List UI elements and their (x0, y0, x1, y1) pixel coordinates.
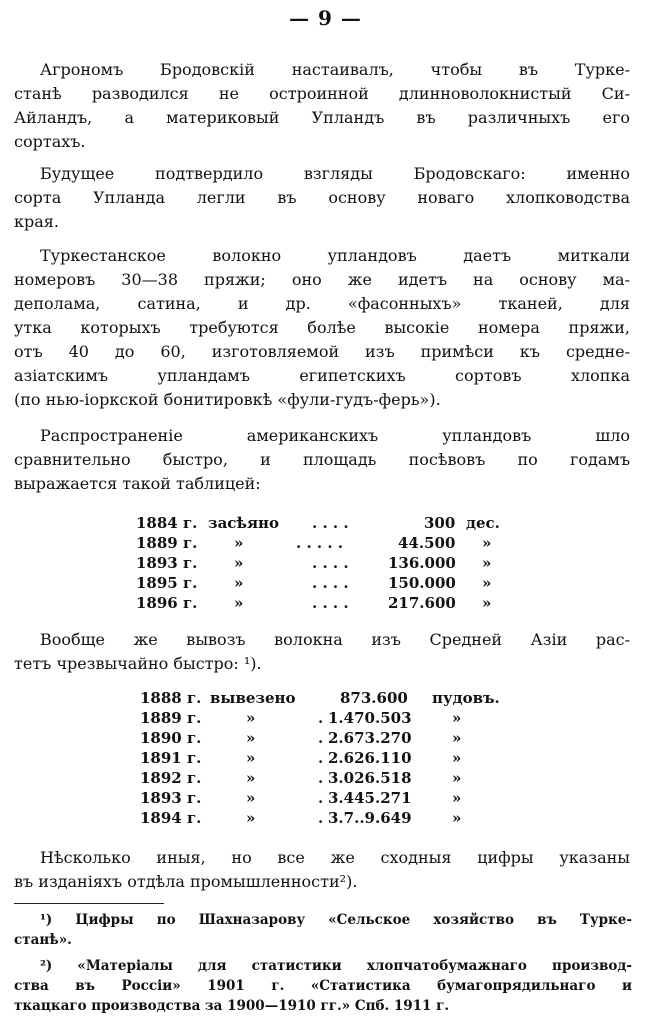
text-line: сравнительно быстро, и площадь посѣвовъ по годамъ (14, 450, 630, 469)
table-row (140, 728, 510, 748)
label-cell: » (234, 594, 244, 612)
footnote-divider (14, 903, 164, 904)
unit-cell: » (482, 574, 492, 592)
label-cell: » (246, 769, 256, 787)
table-row (140, 768, 510, 788)
page-number: — 9 — (289, 6, 362, 30)
text-line: азіатскимъ упландамъ египетскихъ сортовъ хлопка (14, 366, 630, 385)
table-row (140, 688, 510, 708)
unit-cell: » (452, 769, 462, 787)
footnote-line: станѣ». (14, 932, 72, 948)
footnote-1 (14, 910, 632, 950)
unit-cell: » (482, 594, 492, 612)
value-cell: 300 (424, 514, 456, 532)
label-cell: » (246, 729, 256, 747)
dots-cell: . (318, 789, 324, 807)
label-cell: » (234, 554, 244, 572)
table-row (136, 573, 516, 593)
text-line: номеровъ 30—38 пряжи; оно же идетъ на основу ма- (14, 270, 630, 289)
table-row (136, 553, 516, 573)
text-line: утка которыхъ требуются болѣе высокіе номера пряжи, (14, 318, 630, 337)
dots-cell: . (318, 769, 324, 787)
text-line: Айландъ, а материковый Упландъ въ различныхъ его (14, 108, 630, 127)
label-cell: » (246, 749, 256, 767)
footnote-2 (14, 956, 632, 1016)
year-cell: 1891 г. (140, 749, 202, 767)
export-table (140, 688, 510, 828)
table-row (136, 533, 516, 553)
text-line: Нѣсколько иныя, но все же сходныя цифры указаны (40, 848, 630, 867)
unit-cell: пудовъ. (432, 689, 500, 707)
table-row (140, 788, 510, 808)
dots-cell: . (318, 709, 324, 727)
footnote-line: ства въ Россіи» 1901 г. «Статистика бумагопрядильнаго и (14, 978, 632, 994)
paragraph-brodovsky (14, 58, 630, 154)
dots-cell: . . . . (312, 514, 349, 532)
paragraph-spread (14, 424, 630, 496)
year-cell: 1888 г. (140, 689, 202, 707)
year-cell: 1884 г. (136, 514, 198, 532)
year-cell: 1890 г. (140, 729, 202, 747)
dots-cell: . . . . (312, 554, 349, 572)
unit-cell: » (452, 789, 462, 807)
text-line: въ изданіяхъ отдѣла промышленности²). (14, 872, 358, 891)
text-line: Туркестанское волокно упландовъ даетъ миткали (40, 246, 630, 265)
label-cell: » (234, 574, 244, 592)
text-line: края. (14, 212, 59, 231)
table-row (140, 748, 510, 768)
unit-cell: дес. (466, 514, 500, 532)
label-cell: вывезено (210, 689, 296, 707)
text-line: станѣ разводился не остроинной длинноволокнистый Си- (14, 84, 630, 103)
text-line: Вообще же вывозъ волокна изъ Средней Азіи рас- (40, 630, 630, 649)
text-line: тетъ чрезвычайно быстро: ¹). (14, 654, 262, 673)
unit-cell: » (452, 709, 462, 727)
value-cell: 3.026.518 (328, 769, 412, 787)
unit-cell: » (482, 534, 492, 552)
text-line: сортахъ. (14, 132, 86, 151)
text-line: Агрономъ Бродовскій настаивалъ, чтобы въ Турке- (40, 60, 630, 79)
text-line: Будущее подтвердило взгляды Бродовскаго: именно (40, 164, 630, 183)
paragraph-export (14, 628, 630, 676)
year-cell: 1894 г. (140, 809, 202, 827)
dots-cell: . (318, 809, 324, 827)
paragraph-turkestan-fiber (14, 244, 630, 412)
value-cell: 217.600 (388, 594, 456, 612)
unit-cell: » (452, 749, 462, 767)
unit-cell: » (452, 729, 462, 747)
value-cell: 136.000 (388, 554, 456, 572)
year-cell: 1889 г. (136, 534, 198, 552)
text-line: деполама, сатина, и др. «фасонныхъ» тканей, для (14, 294, 630, 313)
dots-cell: . . . . (312, 594, 349, 612)
year-cell: 1893 г. (140, 789, 202, 807)
dots-cell: . (318, 749, 324, 767)
value-cell: 2.673.270 (328, 729, 412, 747)
table-row (140, 708, 510, 728)
dots-cell: . . . . . (296, 534, 343, 552)
year-cell: 1895 г. (136, 574, 198, 592)
text-line: (по нью-іоркской бонитировкѣ «фули-гудъ-ферь»). (14, 390, 441, 409)
value-cell: 150.000 (388, 574, 456, 592)
table-row (140, 808, 510, 828)
footnote-line: ¹) Цифры по Шахназарову «Сельское хозяйство въ Турке- (40, 912, 632, 928)
text-line: выражается такой таблицей: (14, 474, 261, 493)
value-cell: 44.500 (398, 534, 456, 552)
unit-cell: » (482, 554, 492, 572)
sown-area-table (136, 513, 516, 613)
footnote-line: ткацкаго производства за 1900—1910 гг.» Спб. 1911 г. (14, 998, 450, 1014)
dots-cell: . . . . (312, 574, 349, 592)
label-cell: » (246, 809, 256, 827)
year-cell: 1892 г. (140, 769, 202, 787)
label-cell: » (234, 534, 244, 552)
year-cell: 1889 г. (140, 709, 202, 727)
value-cell: 2.626.110 (328, 749, 412, 767)
paragraph-other-figures (14, 846, 630, 894)
year-cell: 1896 г. (136, 594, 198, 612)
dots-cell: . (318, 729, 324, 747)
text-line: Распространеніе американскихъ упландовъ шло (40, 426, 630, 445)
footnote-line: ²) «Матеріалы для статистики хлопчатобумажнаго производ- (40, 958, 632, 974)
unit-cell: » (452, 809, 462, 827)
value-cell: 873.600 (340, 689, 408, 707)
paragraph-future (14, 162, 630, 234)
text-line: отъ 40 до 60, изготовляемой изъ примѣси къ средне- (14, 342, 630, 361)
year-cell: 1893 г. (136, 554, 198, 572)
value-cell: 3.7..9.649 (328, 809, 412, 827)
table-row (136, 513, 516, 533)
table-row (136, 593, 516, 613)
value-cell: 1.470.503 (328, 709, 412, 727)
text-line: сорта Упланда легли въ основу новаго хлопководства (14, 188, 630, 207)
value-cell: 3.445.271 (328, 789, 412, 807)
label-cell: засѣяно (208, 514, 280, 532)
label-cell: » (246, 789, 256, 807)
label-cell: » (246, 709, 256, 727)
